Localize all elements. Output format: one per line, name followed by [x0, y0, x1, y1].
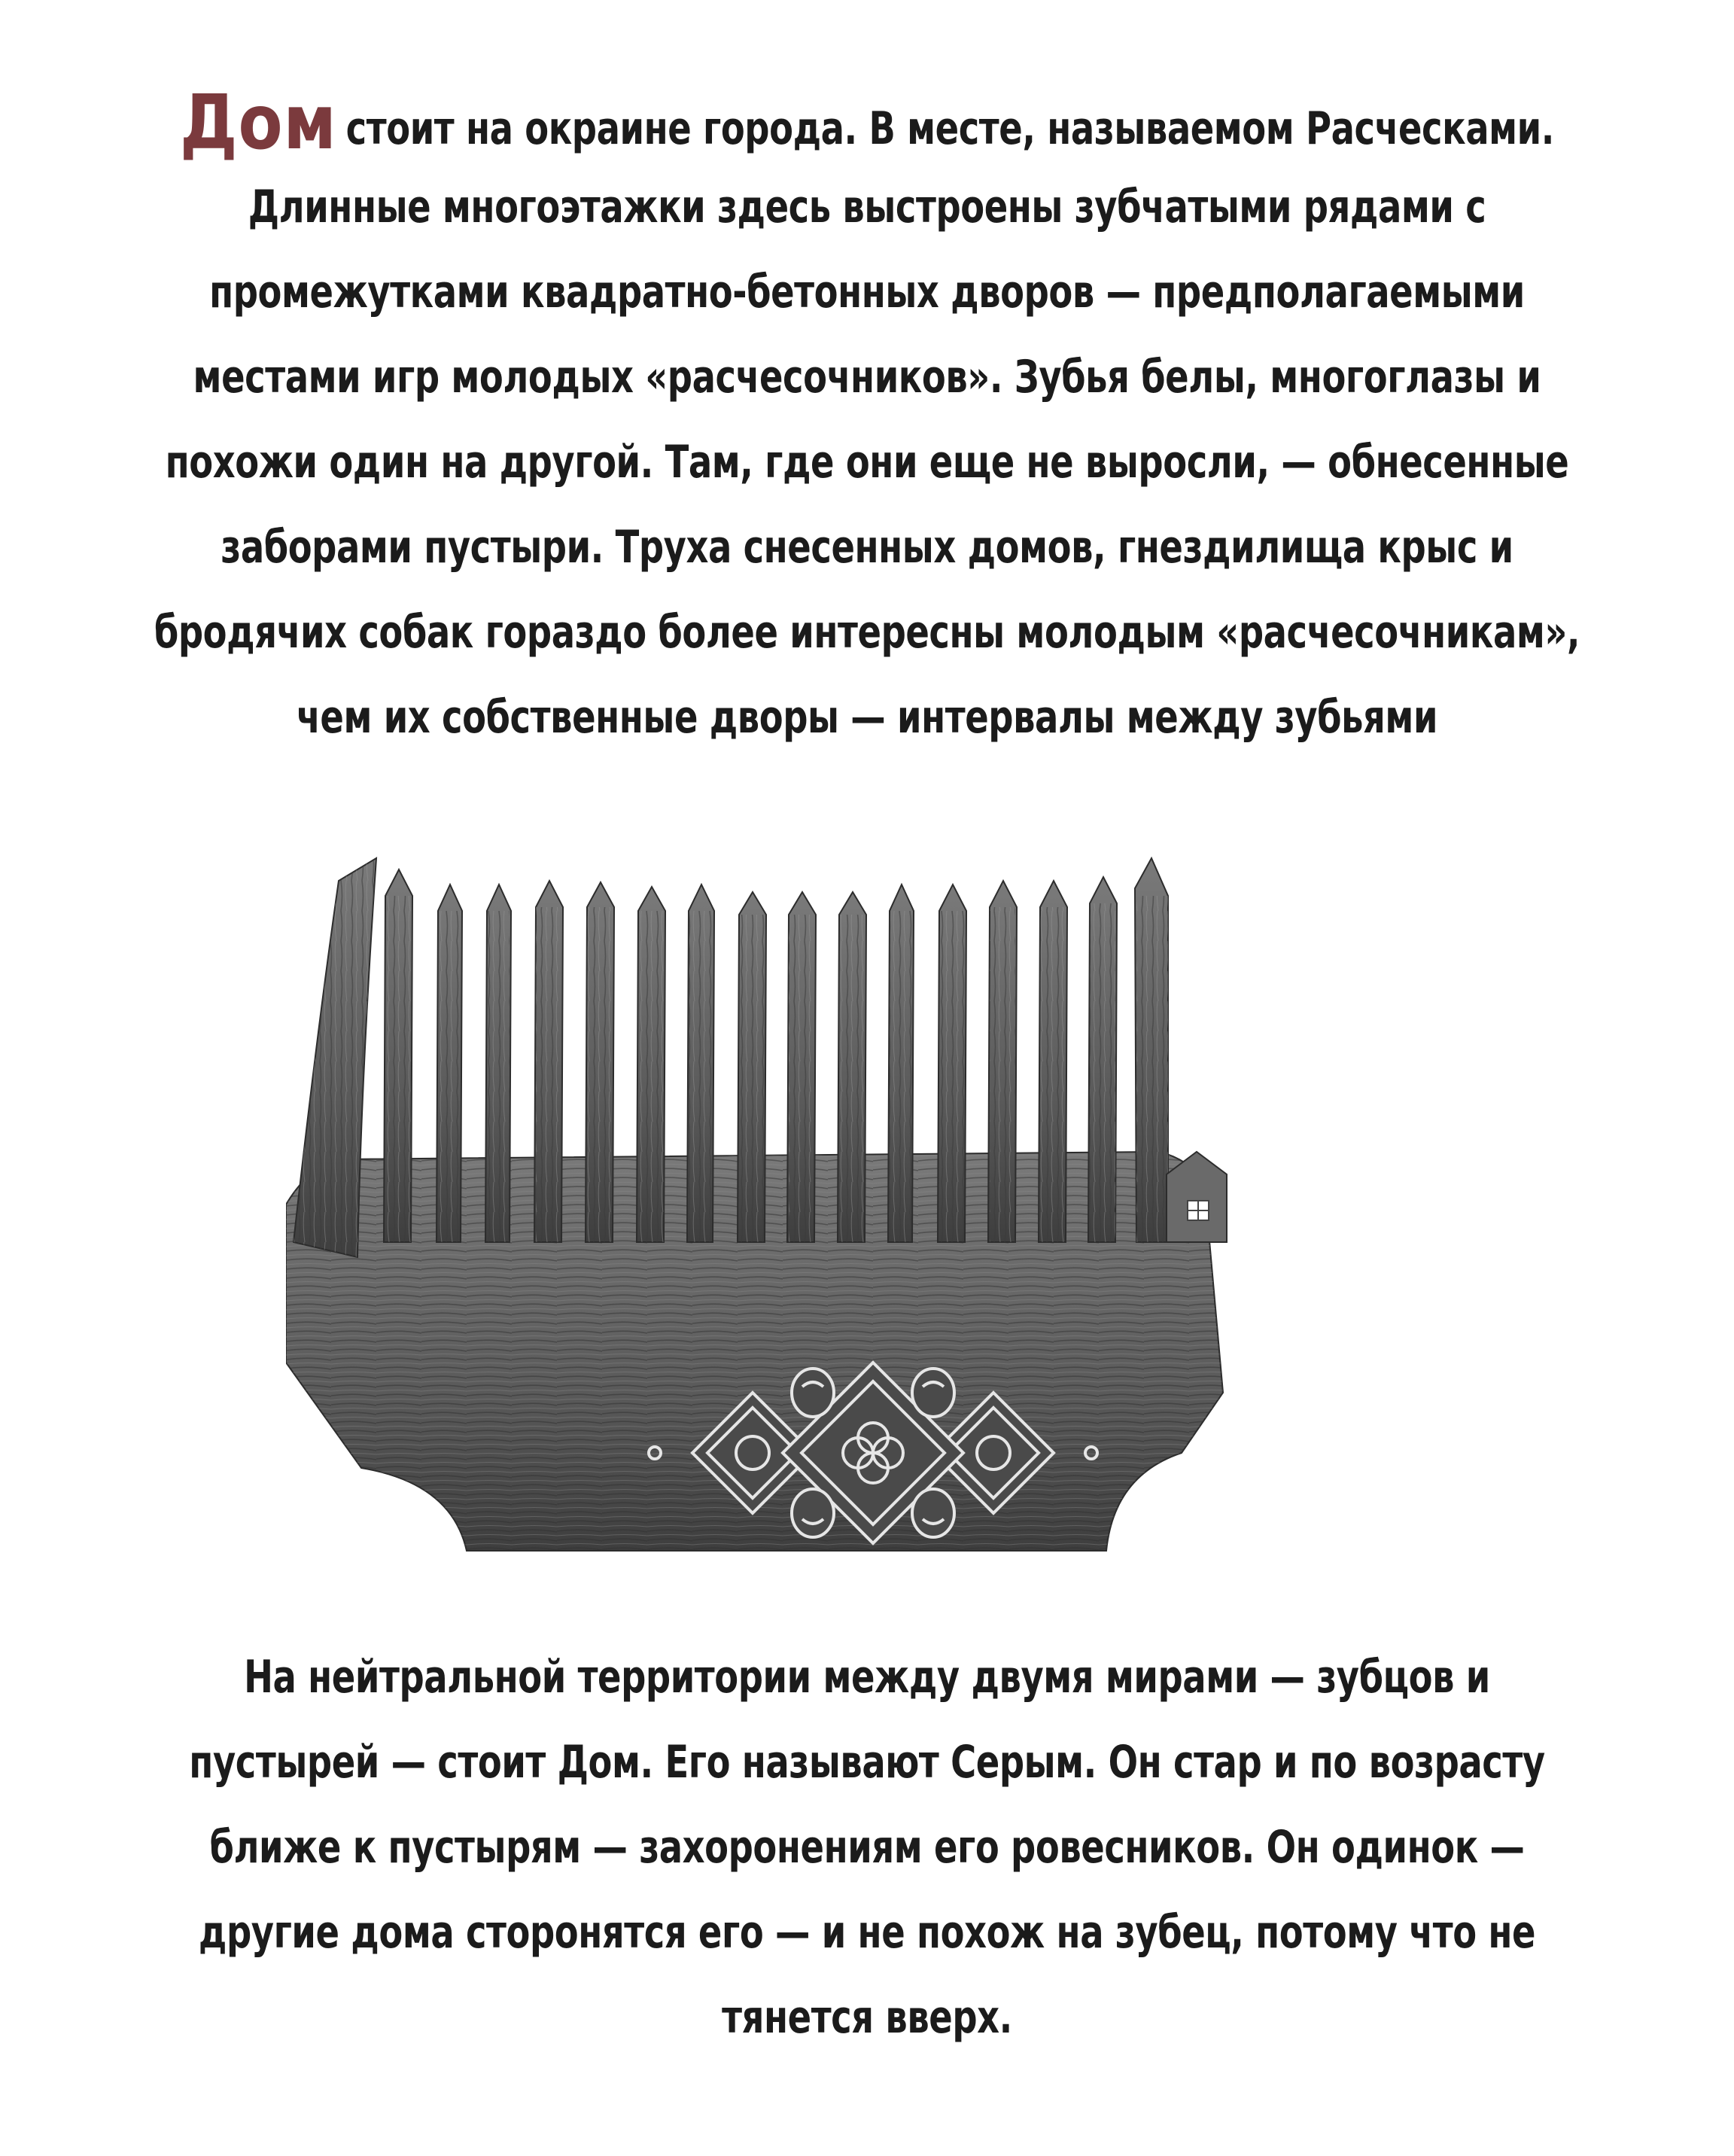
intro-line-4: местами игр молодых «расчесочников». Зубья белы, многоглазы и — [193, 351, 1541, 403]
intro-line-3: промежутками квадратно-бетонных дворов — предполагаемыми — [209, 266, 1525, 318]
intro-line-2: Длинные многоэтажки здесь выстроены зубчатыми рядами с — [248, 181, 1486, 233]
outro-line-3: ближе к пустырям — захоронениям его ровесников. Он одинок — — [209, 1821, 1525, 1874]
outro-line-5: тянется вверх. — [722, 1991, 1012, 2044]
intro-paragraph — [0, 80, 1734, 760]
intro-line-5: похожи один на другой. Там, где они еще не выросли, — обнесенные — [165, 436, 1569, 489]
intro-line-8: чем их собственные дворы — интервалы между зубьями — [296, 691, 1438, 744]
dropcap-word: Дом — [180, 78, 337, 166]
comb-illustration — [286, 851, 1475, 1573]
outro-line-2: пустырей — стоит Дом. Его называют Серым. Он стар и по возрасту — [189, 1736, 1545, 1789]
outro-line-1: На нейтральной территории между двумя мирами — зубцов и — [244, 1651, 1490, 1704]
outro-paragraph — [0, 1635, 1734, 2060]
intro-line-6: заборами пустыри. Труха снесенных домов, гнездилища крыс и — [221, 521, 1513, 574]
intro-line-7: бродячих собак гораздо более интересны молодым «расчесочникам», — [154, 606, 1580, 659]
intro-line-1-text: стоит на окраине города. В месте, называемом Расческами. — [345, 102, 1554, 155]
outro-line-4: другие дома сторонятся его — и не похож на зубец, потому что не — [198, 1906, 1536, 1959]
intro-line-1 — [121, 80, 1612, 165]
